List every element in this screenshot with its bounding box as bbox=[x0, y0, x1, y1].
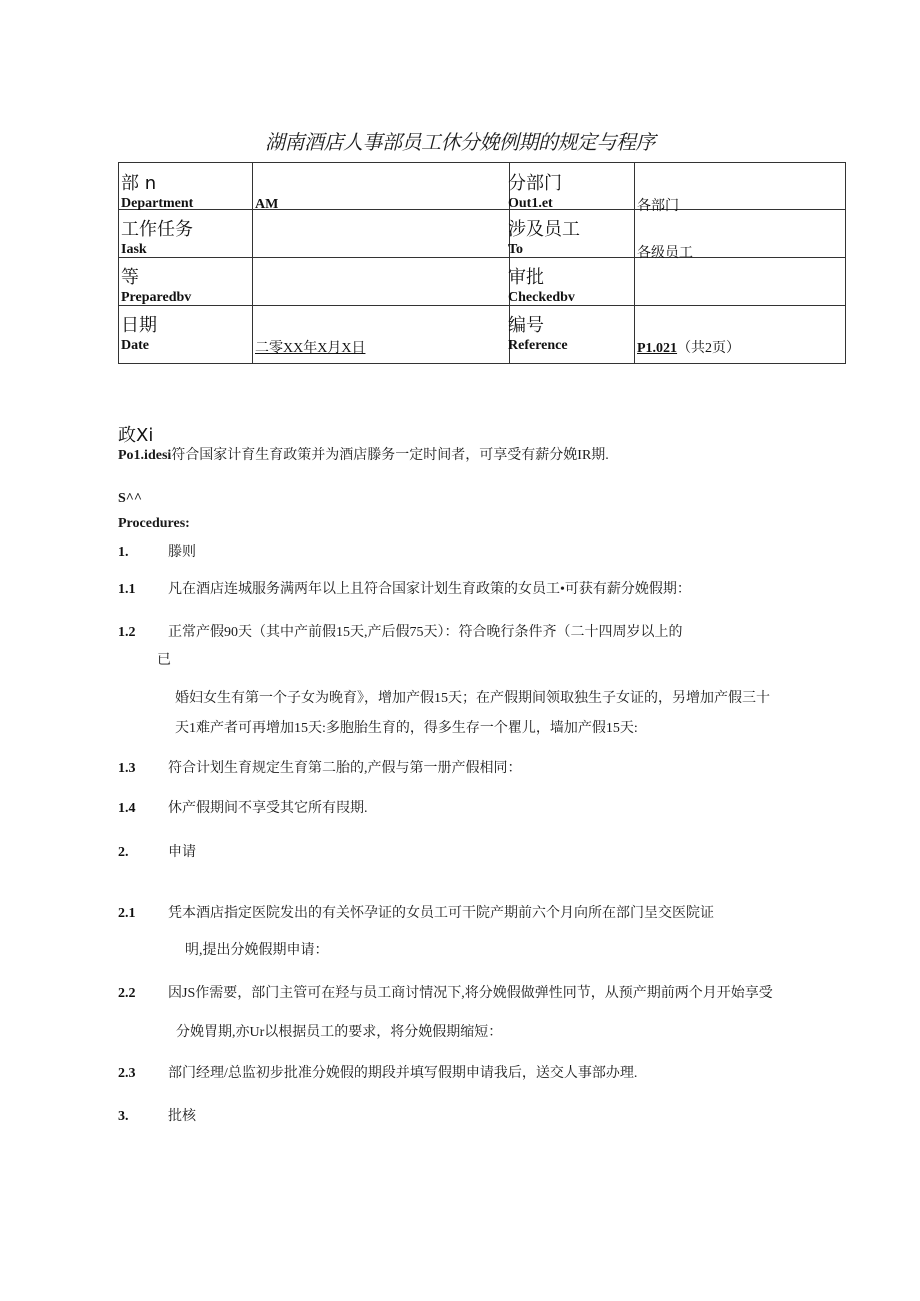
item-text-continued: 已 bbox=[157, 653, 171, 668]
item-number: 1.2 bbox=[118, 625, 136, 640]
to-label-cn: 涉及员工 bbox=[508, 219, 580, 240]
item-number: 1. bbox=[118, 545, 129, 560]
department-label-en: Department bbox=[121, 196, 194, 211]
task-label-cell bbox=[119, 210, 253, 258]
checked-label-cn: 审批 bbox=[508, 267, 544, 288]
item-number: 1.3 bbox=[118, 761, 136, 776]
item-text: 正常产假90天（其中产前假15天,产后假75天）：符合晚行条件齐（二十四周岁以上的 bbox=[168, 625, 683, 640]
item-text: 因JS作需要，部门主管可在羟与员工商讨情况下,将分娩假做弹性冋节，从预产期前两个月开始享受 bbox=[168, 986, 773, 1001]
department-label-cell bbox=[119, 163, 253, 210]
task-label-en: Iask bbox=[121, 242, 147, 257]
item-number: 2.3 bbox=[118, 1066, 136, 1081]
outlet-label-en: Out1.et bbox=[508, 196, 553, 211]
task-value-cell bbox=[253, 210, 510, 258]
date-label-en: Date bbox=[121, 338, 149, 353]
date-value-cell bbox=[253, 306, 510, 364]
outlet-label-cn: 分部门 bbox=[508, 173, 562, 194]
reference-label-en: Reference bbox=[508, 338, 568, 353]
document-title: 湖南酒店人事部员工休分娩例期的规定与程序 bbox=[265, 130, 655, 154]
item-text: 符合计划生育规定生育第二胎的,产假与第一册产假相同： bbox=[168, 761, 522, 776]
department-value-cell bbox=[253, 163, 510, 210]
procedures-heading-en: Procedures: bbox=[118, 516, 190, 531]
item-text-continued: 天1难产者可再增加15天:多胞胎生育的，得多生存一个瞿儿，墙加产假15天: bbox=[175, 721, 638, 736]
item-text: 滕则 bbox=[168, 545, 196, 560]
prepared-label-cn: 等 bbox=[121, 267, 139, 288]
checked-label-cell bbox=[510, 258, 635, 306]
to-label-en: To bbox=[508, 242, 524, 257]
reference-value-cell bbox=[635, 306, 846, 364]
task-label-cn: 工作任务 bbox=[121, 219, 193, 240]
date-value: 二零XX年X月X日 bbox=[255, 341, 366, 356]
prepared-label-cell bbox=[119, 258, 253, 306]
item-number: 1.4 bbox=[118, 801, 136, 816]
reference-label-cell bbox=[510, 306, 635, 364]
policy-heading: 政Xi bbox=[118, 425, 154, 446]
item-number: 2.1 bbox=[118, 906, 136, 921]
date-label-cn: 日期 bbox=[121, 315, 157, 336]
info-table bbox=[118, 162, 846, 364]
reference-pages: （共2页） bbox=[677, 341, 741, 356]
policy-text: 符合国家计育生育政策并为酒店滕务一定时间者，可享受有薪分娩IR期. bbox=[171, 448, 609, 463]
checked-label-en: Checkedbv bbox=[508, 290, 575, 305]
policy-line bbox=[118, 447, 609, 465]
outlet-value: 各部门 bbox=[637, 199, 679, 214]
to-value: 各级员工 bbox=[637, 246, 693, 261]
department-label-cn: 部 n bbox=[121, 173, 157, 194]
item-text-continued: 分娩胃期,亦Ur以根据员工的要求，将分娩假期缩短： bbox=[176, 1025, 503, 1040]
department-value: AM bbox=[255, 197, 279, 212]
policy-label: Po1.idesi bbox=[118, 448, 172, 463]
item-text: 凭本酒店指定医院发出的有关怀孕证的女员工可干院产期前六个月向所在部门呈交医院证 bbox=[168, 906, 714, 921]
item-number: 3. bbox=[118, 1109, 129, 1124]
item-text: 凡在酒店连城服务满两年以上且符合国家计划生育政策的女员工•可获有薪分娩假期： bbox=[168, 582, 691, 597]
to-value-cell bbox=[635, 210, 846, 261]
item-text-continued: 婚妇女生有第一个子女为晚育》，增加产假15天；在产假期间领取独生子女证的，另增加产假三十 bbox=[175, 691, 770, 706]
reference-code: P1.021 bbox=[637, 341, 678, 356]
to-label-cell bbox=[510, 210, 635, 258]
date-label-cell bbox=[119, 306, 253, 364]
item-text: 批核 bbox=[168, 1109, 196, 1124]
item-number: 1.1 bbox=[118, 582, 136, 597]
procedures-heading-cn: S^^ bbox=[118, 491, 143, 506]
prepared-value-cell bbox=[253, 258, 510, 306]
item-text: 申请 bbox=[168, 845, 196, 860]
checked-value-cell bbox=[635, 258, 846, 306]
item-number: 2.2 bbox=[118, 986, 136, 1001]
prepared-label-en: Preparedbv bbox=[121, 290, 192, 305]
item-text-continued: 明,提出分娩假期申请： bbox=[185, 943, 329, 958]
outlet-value-cell bbox=[635, 163, 846, 214]
item-text: 部门经理/总监初步批准分娩假的期段并填写假期申请我后，送交人事部办理. bbox=[168, 1066, 638, 1081]
outlet-label-cell bbox=[510, 163, 635, 210]
item-number: 2. bbox=[118, 845, 129, 860]
item-text: 休产假期间不享受其它所有叚期. bbox=[168, 801, 368, 816]
reference-label-cn: 编号 bbox=[508, 315, 544, 336]
reference-value bbox=[637, 337, 740, 357]
